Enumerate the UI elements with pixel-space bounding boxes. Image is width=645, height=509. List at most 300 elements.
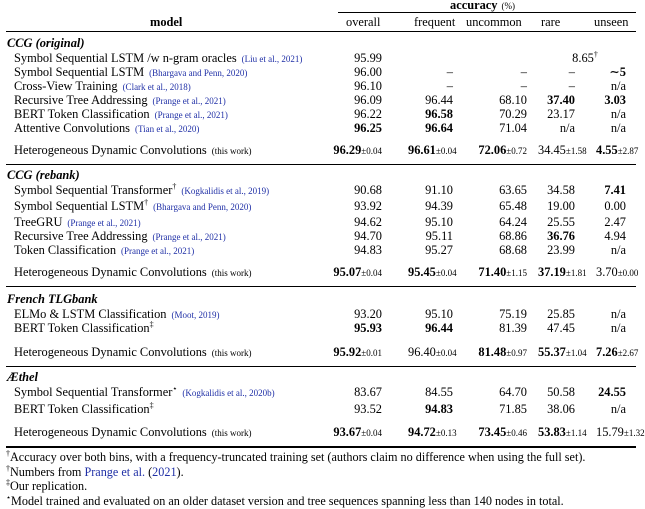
cell-value: – — [520, 79, 527, 93]
cell-std — [506, 348, 527, 358]
footnote-mark: † — [593, 49, 598, 59]
cell-unseen — [596, 80, 626, 93]
cell-value: 63.65 — [499, 183, 527, 197]
cell-value: 95.93 — [354, 321, 382, 335]
cell-value: 95.99 — [354, 51, 382, 65]
std-value: 2.67 — [622, 348, 639, 358]
cell-value: 37.40 — [547, 93, 575, 107]
cell-value: 96.00 — [354, 65, 382, 79]
model-name — [14, 383, 275, 400]
citation-link[interactable]: (Moot, 2019) — [171, 310, 220, 320]
std-value: 1.58 — [570, 146, 587, 156]
cell-unseen — [596, 94, 626, 107]
cell-rare — [538, 244, 575, 257]
footnote-text: Our replication. — [10, 479, 88, 493]
cell-value: 23.17 — [547, 107, 575, 121]
cell-uncommon — [470, 122, 527, 135]
cell-value: – — [446, 79, 453, 93]
pm-symbol: ± — [565, 146, 571, 156]
model-name — [14, 244, 194, 258]
cell-std — [624, 428, 645, 438]
model-label: ELMo & LSTM Classification — [14, 307, 167, 321]
citation-link[interactable]: (Tian et al., 2020) — [135, 124, 200, 134]
pm-symbol: ± — [617, 348, 623, 358]
column-header-unseen: unseen — [594, 15, 629, 29]
cell-value: 71.40 — [478, 265, 507, 279]
citation-link[interactable]: (Prange et al., 2021) — [121, 246, 195, 256]
cell-value: 96.44 — [425, 93, 453, 107]
model-label: Heterogeneous Dynamic Convolutions — [14, 143, 207, 157]
cell-std — [506, 268, 527, 278]
footnote-mark: ‡ — [149, 400, 154, 410]
cell-frequent — [408, 265, 457, 280]
column-header-overall: overall — [346, 15, 381, 29]
model-label: Recursive Tree Addressing — [14, 93, 148, 107]
cell-value: 95.11 — [425, 229, 453, 243]
cell-value: 91.10 — [425, 183, 453, 197]
std-value: 0.46 — [511, 428, 527, 438]
cell-uncommon — [470, 184, 527, 197]
table-row-this-work — [0, 346, 640, 359]
table-row — [0, 230, 640, 243]
cell-rare — [538, 108, 575, 121]
cell-std — [506, 146, 527, 156]
model-name — [14, 230, 226, 244]
footnote-symbol: ‡ — [6, 477, 10, 487]
cell-frequent — [408, 108, 453, 121]
model-label: BERT Token Classification — [14, 402, 150, 416]
cell-value: 36.76 — [547, 229, 575, 243]
pm-symbol: ± — [361, 268, 367, 278]
cell-overall — [330, 403, 382, 416]
cell-value: n/a — [610, 121, 626, 135]
cell-std — [566, 146, 587, 156]
cell-value: 24.55 — [598, 385, 626, 399]
cell-value: 94.39 — [425, 199, 453, 213]
cell-value: n/a — [610, 107, 626, 121]
cell-std — [566, 428, 587, 438]
cell-value: 68.86 — [499, 229, 527, 243]
section-title: Æthel — [7, 370, 38, 384]
cell-std — [436, 146, 457, 156]
model-name — [14, 216, 141, 230]
cell-value: 81.39 — [499, 321, 527, 335]
footnote — [6, 494, 564, 509]
table-row — [0, 122, 640, 135]
cell-overall — [330, 94, 382, 107]
std-value: 0.04 — [366, 146, 382, 156]
cell-unseen — [596, 216, 626, 229]
cell-value: 96.61 — [408, 143, 436, 157]
cell-uncommon — [470, 266, 527, 280]
pm-symbol: ± — [506, 428, 512, 438]
cell-unseen — [596, 122, 626, 135]
table-row — [0, 49, 640, 65]
table-row — [0, 108, 640, 121]
cell-value: 23.99 — [547, 243, 575, 257]
cell-value: 94.83 — [425, 402, 453, 416]
cell-overall — [330, 308, 382, 321]
cell-value: 37.19 — [538, 265, 566, 279]
table-row — [0, 319, 640, 335]
model-label: Heterogeneous Dynamic Convolutions — [14, 425, 207, 439]
cell-value: – — [446, 65, 453, 79]
footnote-mark: † — [144, 197, 149, 207]
citation-link[interactable]: (Prange et al., 2021) — [67, 218, 141, 228]
cell-value: 71.04 — [499, 121, 527, 135]
cell-frequent — [408, 386, 453, 399]
cell-value: 73.45 — [478, 425, 507, 439]
footnote-mid: ( — [145, 465, 153, 479]
model-label: Token Classification — [14, 243, 117, 257]
cell-value: 94.70 — [354, 229, 382, 243]
cell-overall — [330, 184, 382, 197]
cell-unseen — [596, 403, 626, 416]
cell-value: 64.24 — [499, 215, 527, 229]
this-work-tag: (this work) — [211, 268, 252, 278]
cell-value: 95.92 — [333, 345, 362, 359]
cell-frequent — [408, 244, 453, 257]
model-name — [14, 346, 251, 360]
cell-value: 95.10 — [425, 215, 453, 229]
cell-value: – — [568, 65, 575, 79]
cell-value: n/a — [610, 79, 626, 93]
footnote-symbol: ⋆ — [6, 492, 12, 502]
model-label: Cross-View Training — [14, 79, 118, 93]
model-label: Heterogeneous Dynamic Convolutions — [14, 265, 207, 279]
cell-value: 7.26 — [596, 345, 618, 359]
cell-value: 64.70 — [499, 385, 527, 399]
footnote-pre: Numbers from — [10, 465, 85, 479]
cell-std — [361, 428, 382, 438]
cell-std — [506, 428, 527, 438]
cell-value: 2.47 — [604, 215, 626, 229]
cell-value: 93.92 — [354, 199, 382, 213]
cell-std — [566, 268, 587, 278]
section-title: CCG (rebank) — [7, 168, 80, 182]
model-name — [14, 122, 199, 136]
cell-rare — [538, 80, 575, 93]
cell-overall — [330, 108, 382, 121]
cell-frequent — [408, 308, 453, 321]
pm-symbol: ± — [617, 146, 623, 156]
model-label: Symbol Sequential LSTM — [14, 65, 145, 79]
cell-overall — [330, 346, 382, 360]
table-row — [0, 94, 640, 107]
cell-rare — [538, 386, 575, 399]
cell-unseen — [596, 308, 626, 321]
pm-symbol: ± — [361, 146, 367, 156]
cell-frequent — [408, 80, 453, 93]
cell-uncommon — [470, 426, 527, 440]
cell-frequent — [408, 66, 453, 79]
cell-value: 53.83 — [538, 425, 566, 439]
cell-rare — [538, 122, 575, 135]
cell-overall — [330, 80, 382, 93]
cell-unseen — [596, 143, 639, 158]
cell-overall — [330, 66, 382, 79]
footnote-text: Model trained and evaluated on an older dataset version and tree sequences spanning less than 140 nodes in total. — [11, 494, 564, 508]
pm-symbol: ± — [617, 268, 623, 278]
cell-value: 96.22 — [354, 107, 382, 121]
cell-unseen — [596, 265, 639, 280]
cell-rare — [538, 143, 587, 158]
cell-value: 95.10 — [425, 307, 453, 321]
cell-value: 93.52 — [354, 402, 382, 416]
cell-value: 94.83 — [354, 243, 382, 257]
this-work-tag: (this work) — [211, 348, 252, 358]
cell-value: n/a — [610, 402, 626, 416]
std-value: 1.81 — [570, 268, 587, 278]
cell-unseen — [596, 184, 626, 197]
model-label: TreeGRU — [14, 215, 63, 229]
model-label: Heterogeneous Dynamic Convolutions — [14, 345, 207, 359]
table-rule — [6, 164, 636, 165]
cell-unseen — [596, 425, 645, 440]
table-row — [0, 216, 640, 229]
column-header-frequent: frequent — [414, 15, 456, 29]
model-label: Symbol Sequential Transformer — [14, 385, 173, 399]
cell-overall — [330, 426, 382, 440]
footnote — [6, 450, 585, 465]
table-row — [0, 181, 640, 197]
cell-rare — [538, 322, 575, 335]
cell-rare — [538, 94, 575, 107]
table-row — [0, 400, 640, 416]
std-value: 0.01 — [366, 348, 382, 358]
pm-symbol: ± — [565, 348, 571, 358]
cell-value: ∼5 — [609, 65, 626, 79]
table-row — [0, 308, 640, 321]
cell-frequent — [408, 403, 453, 416]
footnote-text: Accuracy over both bins, with a frequency-truncated training set (authors claim no difference when using the full set). — [10, 450, 586, 464]
cell-uncommon — [470, 200, 527, 213]
cell-rare — [538, 200, 575, 213]
cell-value: n/a — [610, 321, 626, 335]
cell-unseen — [596, 322, 626, 335]
cell-value: n/a — [610, 307, 626, 321]
citation-link[interactable]: Prange et al. — [84, 465, 146, 479]
cell-value: 8.65 — [572, 51, 594, 65]
this-work-tag: (this work) — [211, 146, 252, 156]
cell-value: 68.68 — [499, 243, 527, 257]
cell-frequent — [408, 230, 453, 243]
cell-unseen — [596, 66, 626, 79]
cell-value: 93.20 — [354, 307, 382, 321]
model-label: BERT Token Classification — [14, 107, 150, 121]
citation-link[interactable]: (Clark et al., 2018) — [122, 82, 191, 92]
cell-rare — [538, 403, 575, 416]
cell-value: 72.06 — [478, 143, 507, 157]
cell-overall — [330, 266, 382, 280]
pm-symbol: ± — [435, 146, 441, 156]
cell-rare — [538, 425, 587, 440]
cell-std — [361, 268, 382, 278]
citation-link[interactable]: (Prange et al., 2021) — [152, 232, 226, 242]
cell-value: 0.00 — [604, 199, 626, 213]
cell-uncommon — [470, 230, 527, 243]
model-name — [14, 144, 251, 158]
cell-frequent — [408, 200, 453, 213]
cell-value: n/a — [559, 121, 575, 135]
cell-uncommon — [470, 322, 527, 335]
cell-value: 3.70 — [596, 265, 618, 279]
cell-value: 55.37 — [538, 345, 566, 359]
footnote-mark: ⋆ — [172, 383, 178, 393]
column-header-rare: rare — [541, 15, 561, 29]
citation-link[interactable]: (Bhargava and Penn, 2020) — [149, 68, 248, 78]
cell-value: 81.48 — [478, 345, 507, 359]
cell-frequent — [408, 184, 453, 197]
footnote-symbol: † — [6, 448, 10, 458]
citation-link[interactable]: (Prange et al., 2021) — [154, 110, 228, 120]
cell-value: 4.55 — [596, 143, 618, 157]
cell-value: 93.67 — [333, 425, 362, 439]
table-row — [0, 80, 640, 93]
pm-symbol: ± — [506, 146, 512, 156]
std-value: 2.87 — [622, 146, 639, 156]
model-label: Symbol Sequential LSTM — [14, 199, 145, 213]
cell-uncommon — [470, 244, 527, 257]
cell-rare — [538, 308, 575, 321]
cell-value: 95.27 — [425, 243, 453, 257]
cell-value: 96.64 — [425, 121, 453, 135]
pm-symbol: ± — [565, 428, 571, 438]
std-value: 0.97 — [511, 348, 527, 358]
pm-symbol: ± — [435, 348, 441, 358]
cell-uncommon — [470, 94, 527, 107]
cell-value: 70.29 — [499, 107, 527, 121]
pm-symbol: ± — [506, 348, 512, 358]
cell-overall — [330, 144, 382, 158]
model-name — [14, 52, 302, 66]
cell-value: 4.94 — [604, 229, 626, 243]
cell-overall — [330, 322, 382, 335]
cell-value: 94.62 — [354, 215, 382, 229]
cell-frequent — [408, 322, 453, 335]
table-row — [0, 197, 640, 213]
citation-link[interactable]: (Kogkalidis et al., 2019) — [181, 186, 270, 196]
citation-link[interactable]: (Prange et al., 2021) — [152, 96, 226, 106]
cell-unseen — [596, 386, 626, 399]
citation-year-link[interactable]: 2021 — [152, 465, 177, 479]
cell-overall — [330, 216, 382, 229]
model-name — [14, 308, 219, 322]
std-value: 1.32 — [628, 428, 645, 438]
cell-value: 96.44 — [425, 321, 453, 335]
model-name — [14, 400, 154, 416]
footnote — [6, 465, 184, 480]
cell-std — [436, 268, 457, 278]
citation-link[interactable]: (Liu et al., 2021) — [241, 54, 303, 64]
cell-frequent — [408, 94, 453, 107]
cell-value: 19.00 — [547, 199, 575, 213]
model-label: BERT Token Classification — [14, 321, 150, 335]
cell-value: 3.03 — [604, 93, 626, 107]
cell-value: 75.19 — [499, 307, 527, 321]
std-value: 0.04 — [440, 146, 457, 156]
std-value: 0.13 — [440, 428, 457, 438]
footnote-mark: ‡ — [149, 319, 154, 329]
cell-value: 47.45 — [547, 321, 575, 335]
table-rule — [6, 31, 636, 32]
cell-value: 34.45 — [538, 143, 566, 157]
model-label: Attentive Convolutions — [14, 121, 130, 135]
cell-uncommon — [470, 346, 527, 360]
cell-unseen — [596, 244, 626, 257]
table-row — [0, 66, 640, 79]
cell-value: 95.45 — [408, 265, 436, 279]
cell-value: 65.48 — [499, 199, 527, 213]
cell-value: 94.72 — [408, 425, 436, 439]
cell-rare — [538, 230, 575, 243]
cell-value: 96.25 — [354, 121, 382, 135]
cell-uncommon — [470, 144, 527, 158]
citation-link[interactable]: (Bhargava and Penn, 2020) — [153, 202, 252, 212]
pm-symbol: ± — [623, 428, 629, 438]
table-row — [0, 383, 640, 399]
citation-link[interactable]: (Kogkalidis et al., 2020b) — [182, 388, 275, 398]
cell-value: 38.06 — [547, 402, 575, 416]
cell-uncommon — [470, 66, 527, 79]
std-value: 0.04 — [366, 428, 382, 438]
cell-value: 68.10 — [499, 93, 527, 107]
cell-std — [436, 348, 457, 358]
cell-value: 34.58 — [547, 183, 575, 197]
cell-value: 96.10 — [354, 79, 382, 93]
std-value: 1.14 — [570, 428, 587, 438]
table-rule — [6, 447, 636, 448]
cell-uncommon — [470, 216, 527, 229]
cell-std — [361, 348, 382, 358]
cell-value: – — [520, 65, 527, 79]
cell-value: 7.41 — [604, 183, 626, 197]
model-name — [14, 266, 251, 280]
pm-symbol: ± — [435, 428, 441, 438]
std-value: 1.15 — [511, 268, 527, 278]
cell-overall — [330, 230, 382, 243]
table-row — [0, 244, 640, 257]
cell-value: 95.07 — [333, 265, 362, 279]
model-name — [14, 94, 226, 108]
cell-value: 84.55 — [425, 385, 453, 399]
model-name — [14, 108, 228, 122]
cell-rare — [538, 66, 575, 79]
model-label: Recursive Tree Addressing — [14, 229, 148, 243]
table-rule — [6, 286, 636, 287]
model-name — [14, 66, 247, 80]
section-title: CCG (original) — [7, 36, 85, 50]
cell-overall — [330, 122, 382, 135]
cell-frequent — [408, 216, 453, 229]
std-value: 0.04 — [366, 268, 382, 278]
cell-std — [618, 146, 639, 156]
cell-std — [618, 268, 639, 278]
cell-uncommon — [470, 80, 527, 93]
table-row-this-work — [0, 425, 645, 439]
model-name — [14, 319, 154, 335]
cell-std — [566, 348, 587, 358]
footnote — [6, 479, 87, 494]
cell-value: 96.58 — [425, 107, 453, 121]
accuracy-unit: (%) — [501, 1, 515, 11]
cell-uncommon — [470, 386, 527, 399]
pm-symbol: ± — [361, 428, 367, 438]
cell-unseen — [596, 200, 626, 213]
table-rule — [6, 366, 636, 367]
pm-symbol: ± — [435, 268, 441, 278]
cell-unseen — [596, 108, 626, 121]
